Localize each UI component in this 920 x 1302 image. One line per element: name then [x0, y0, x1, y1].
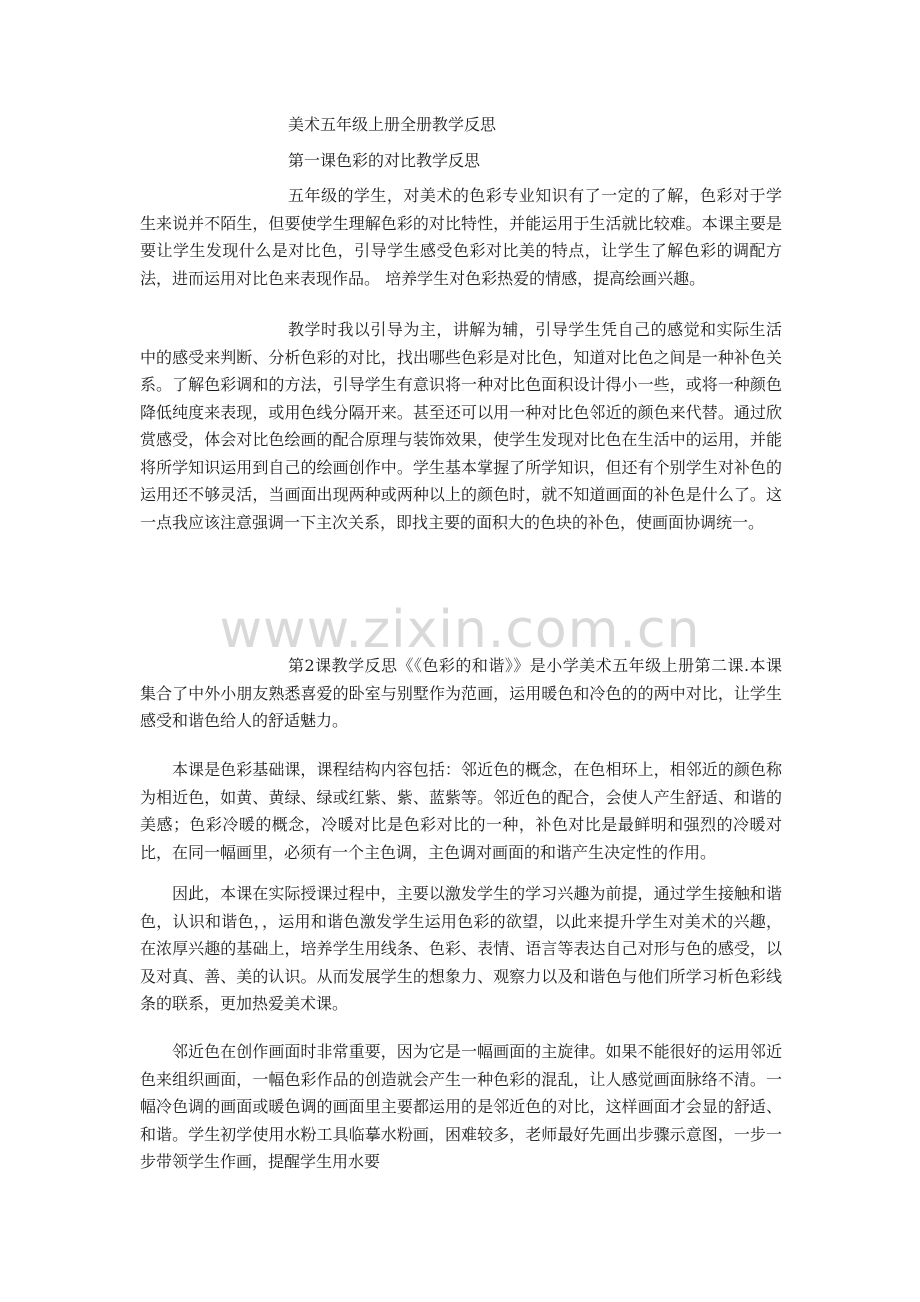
paragraph: 本课是色彩基础课，课程结构内容包括：邻近色的概念，在色相环上，相邻近的颜色称为相近色，如黄、黄绿、绿或红紫、紫、蓝紫等。邻近色的配合，会使人产生舒适、和谐的美感；色彩冷暖的概念，冷暖对比是色彩对比的一种，补色对比是最鲜明和强烈的冷暖对比，在同一幅画里，必须有一个主色调，主色调对画面的和谐产生决定性的作用。: [140, 760, 782, 862]
paragraph: 因此，本课在实际授课过程中，主要以激发学生的学习兴趣为前提，通过学生接触和谐色，认识和谐色，，运用和谐色激发学生运用色彩的欲望，以此来提升学生对美术的兴趣，在浓厚兴趣的基础上，培养学生用线条、色彩、表情、语言等表达自己对形与色的感受，以及对真、善、美的认识。从而发展学生的想象力、观察力以及和谐色与他们所学习析色彩线条的联系，更加热爱美术课。: [140, 884, 782, 1013]
lesson1-title: 第一课色彩的对比教学反思: [288, 151, 481, 170]
watermark: www.zixin.com.cn: [219, 600, 701, 660]
paragraph: 五年级的学生，对美术的色彩专业知识有了一定的了解，色彩对于学生来说并不陌生，但要使学生理解色彩的对比特性，并能运用于生活就比较难。本课主要是要让学生发现什么是对比色，引导学生感受色彩对比美的特点，让学生了解色彩的调配方法，进而运用对比色来表现作品。 培养学生对色彩热爱的情感，提高绘画兴趣。: [140, 186, 782, 288]
paragraph: 教学时我以引导为主，讲解为辅，引导学生凭自己的感觉和实际生活中的感受来判断、分析色彩的对比，找出哪些色彩是对比色，知道对比色之间是一种补色关系。了解色彩调和的方法，引导学生有意识将一种对比色面积设计得小一些，或将一种颜色降低纯度来表现，或用色线分隔开来。甚至还可以用一种对比色邻近的颜色来代替。通过欣赏感受，体会对比色绘画的配合原理与装饰效果，使学生发现对比色在生活中的运用，并能将所学知识运用到自己的绘画创作中。学生基本掌握了所学知识，但还有个别学生对补色的运用还不够灵活，当画面出现两种或两种以上的颜色时，就不知道画面的补色是什么了。这一点我应该注意强调一下主次关系，即找主要的面积大的色块的补色，使画面协调统一。: [140, 320, 782, 532]
document-title: 美术五年级上册全册教学反思: [288, 115, 497, 134]
paragraph: 第2课教学反思《《色彩的和谐》》是小学美术五年级上册第二课.本课集合了中外小朋友熟悉喜爱的卧室与别墅作为范画，运用暖色和冷色的的两中对比，让学生感受和谐色给人的舒适魅力。: [140, 656, 782, 730]
paragraph: 邻近色在创作画面时非常重要，因为它是一幅画面的主旋律。如果不能很好的运用邻近色来组织画面，一幅色彩作品的创造就会产生一种色彩的混乱，让人感觉画面脉络不清。一幅冷色调的画面或暖色调的画面里主要都运用的是邻近色的对比，这样画面才会显的舒适、和谐。学生初学使用水粉工具临摹水粉画，困难较多，老师最好先画出步骤示意图，一步一步带领学生作画，提醒学生用水要: [140, 1042, 782, 1171]
